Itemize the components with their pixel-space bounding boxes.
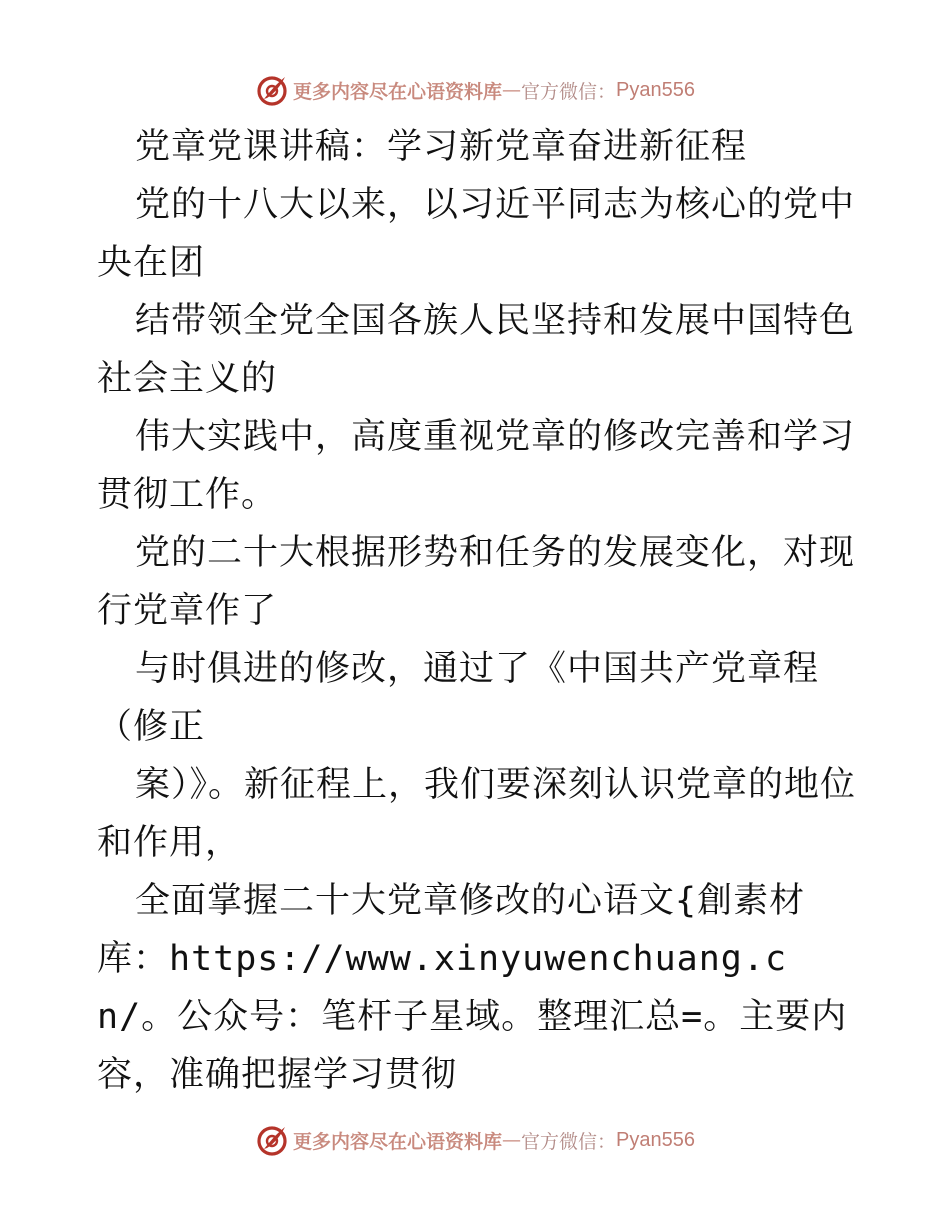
paragraph-line: 伟大实践中，高度重视党章的修改完善和学习贯彻工作。 <box>97 417 856 515</box>
document-body <box>97 118 857 1104</box>
wechat-id: Pyan556 <box>616 78 695 101</box>
quill-pen-circle-logo-icon <box>255 73 289 107</box>
paragraph-line: 党的二十大根据形势和任务的发展变化，对现行党章作了 <box>97 533 856 631</box>
footer-banner <box>0 1118 950 1162</box>
header-banner <box>0 68 950 112</box>
wechat-id: Pyan556 <box>616 1128 695 1151</box>
brand-text: 更多内容尽在心语资料库 <box>293 1130 503 1153</box>
banner-separator: — <box>502 79 522 101</box>
paragraph-line: 与时俱进的修改，通过了《中国共产党章程（修正 <box>97 649 820 747</box>
brand-text: 更多内容尽在心语资料库 <box>293 80 503 103</box>
wechat-label: 官方微信： <box>521 1130 617 1153</box>
banner-separator: — <box>502 1129 522 1151</box>
paragraph-line: 全面掌握二十大党章修改的心语文{創素材库：https://www.xinyuwenchuang.cn/。公众号：笔杆子星域。整理汇总=。主要内容，准确把握学习贯彻 <box>97 881 848 1095</box>
paragraph-line: 案）》。新征程上，我们要深刻认识党章的地位和作用， <box>97 765 857 863</box>
wechat-label: 官方微信： <box>521 80 617 103</box>
paragraph-line: 结带领全党全国各族人民坚持和发展中国特色社会主义的 <box>97 301 856 399</box>
quill-pen-circle-logo-icon <box>255 1123 289 1157</box>
document-title: 党章党课讲稿：学习新党章奋进新征程 <box>135 127 748 167</box>
paragraph-line: 党的十八大以来，以习近平同志为核心的党中央在团 <box>97 185 856 283</box>
